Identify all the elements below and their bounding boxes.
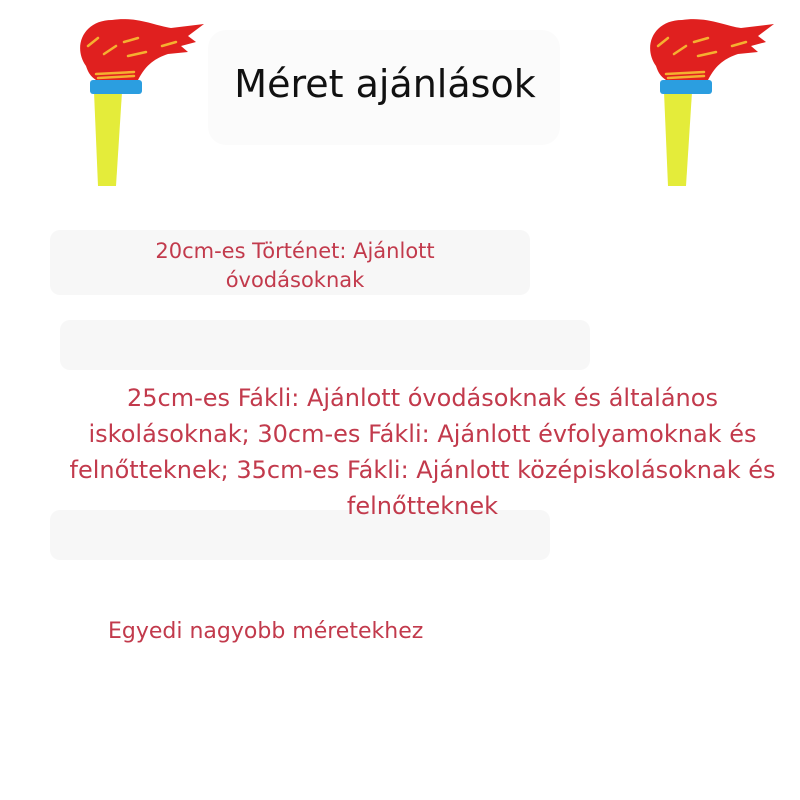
size-recommendation-20cm: 20cm-es Történet: Ajánlott óvodásoknak xyxy=(155,239,435,292)
background-patch xyxy=(60,320,590,370)
torch-icon xyxy=(76,16,206,188)
custom-size-note: Egyedi nagyobb méretekhez xyxy=(108,619,424,644)
torch-icon xyxy=(646,16,776,188)
size-recommendation-25-35cm: 25cm-es Fákli: Ajánlott óvodásoknak és általános iskolásoknak; 30cm-es Fákli: Ajánlott évfolyamoknak és felnőtteknek; 35cm-es Fákli: Ajánlott középiskolásoknak és felnőtteknek xyxy=(69,384,776,520)
page-title: Méret ajánlások xyxy=(234,62,536,106)
